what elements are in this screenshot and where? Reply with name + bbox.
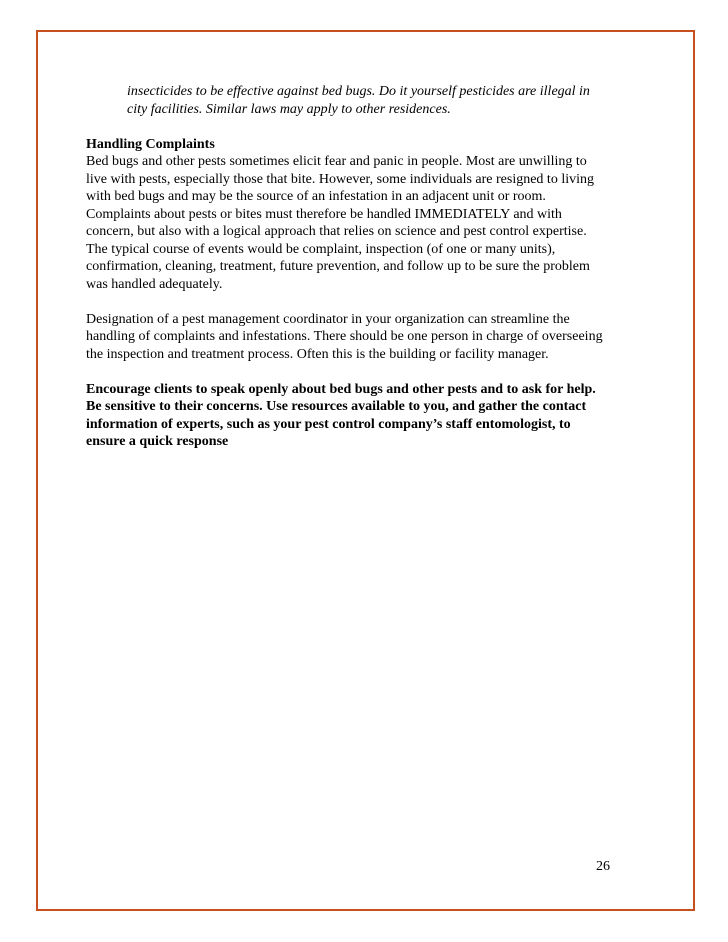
text-line: insecticides to be effective against bed bugs. Do it yourself pesticides are illegal in bbox=[127, 84, 590, 99]
handling-complaints-section bbox=[86, 136, 626, 294]
text-line: confirmation, cleaning, treatment, future prevention, and follow up to be sure the problem bbox=[86, 259, 590, 274]
encourage-clients-paragraph bbox=[86, 381, 626, 451]
text-line: Be sensitive to their concerns. Use resources available to you, and gather the contact bbox=[86, 399, 587, 414]
page-content bbox=[86, 83, 626, 468]
text-line: The typical course of events would be complaint, inspection (of one or many units), bbox=[86, 241, 556, 257]
text-line: live with pests, especially those that bite. However, some individuals are resigned to living bbox=[86, 171, 594, 187]
text-line: Complaints about pests or bites must therefore be handled IMMEDIATELY and with bbox=[86, 206, 562, 222]
text-line: information of experts, such as your pest control company’s staff entomologist, to bbox=[86, 416, 571, 432]
text-line: concern, but also with a logical approach that relies on science and pest control expertise. bbox=[86, 224, 587, 239]
text-line: ensure a quick response bbox=[86, 434, 229, 449]
intro-italic-paragraph bbox=[86, 83, 626, 118]
text-line: Designation of a pest management coordinator in your organization can streamline the bbox=[86, 311, 570, 327]
text-line: the inspection and treatment process. Often this is the building or facility manager. bbox=[86, 346, 549, 362]
text-line: city facilities. Similar laws may apply to other residences. bbox=[127, 101, 451, 117]
text-line: Bed bugs and other pests sometimes elicit fear and panic in people. Most are unwilling to bbox=[86, 154, 587, 169]
text-line: was handled adequately. bbox=[86, 276, 223, 292]
section-heading: Handling Complaints bbox=[86, 136, 215, 152]
text-line: Encourage clients to speak openly about bed bugs and other pests and to ask for help. bbox=[86, 381, 596, 397]
page-number: 26 bbox=[596, 859, 610, 874]
text-line: handling of complaints and infestations. There should be one person in charge of overseeing bbox=[86, 329, 603, 344]
text-line: with bed bugs and may be the source of an infestation in an adjacent unit or room. bbox=[86, 189, 546, 204]
coordinator-paragraph bbox=[86, 311, 626, 364]
